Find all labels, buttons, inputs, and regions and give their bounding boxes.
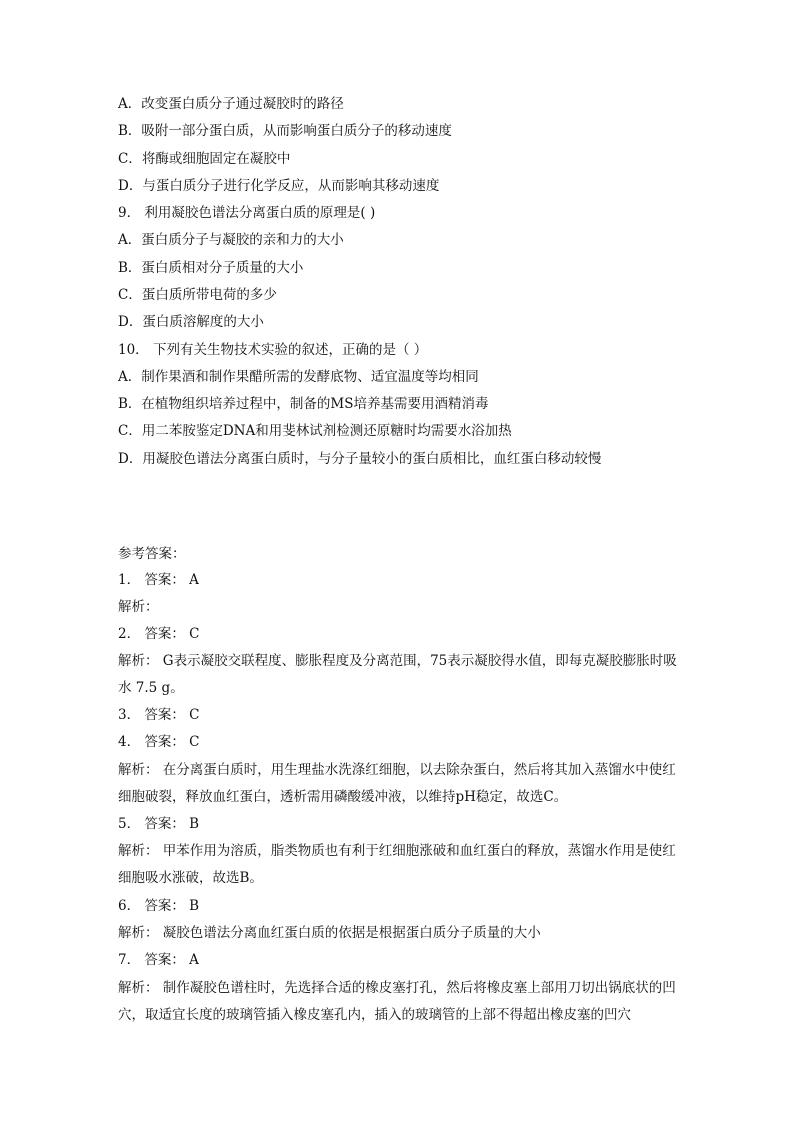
q8-option-d: D．与蛋白质分子进行化学反应，从而影响其移动速度: [118, 178, 440, 194]
answer-5: 5． 答案： B: [118, 816, 200, 832]
answer-2: 2． 答案： C: [118, 626, 200, 642]
answer-6: 6． 答案： B: [118, 898, 200, 914]
analysis-1: 解析：: [118, 599, 159, 615]
analysis-5: 解析： 甲苯作用为溶质，脂类物质也有利于红细胞涨破和血红蛋白的释放，蒸馏水作用是使红细胞吸水涨破，故选B。: [118, 843, 676, 886]
q9-stem: 9． 利用凝胶色谱法分离蛋白质的原理是( ): [118, 205, 376, 221]
q9-option-a: A．蛋白质分子与凝胶的亲和力的大小: [118, 232, 344, 248]
analysis-4: 解析： 在分离蛋白质时，用生理盐水洗涤红细胞，以去除杂蛋白，然后将其加入蒸馏水中使红细胞破裂，释放血红蛋白，透析需用磷酸缓冲液，以维持pH稳定，故选C。: [118, 762, 676, 805]
analysis-6: 解析： 凝胶色谱法分离血红蛋白质的依据是根据蛋白质分子质量的大小: [118, 925, 541, 941]
q9-option-d: D．蛋白质溶解度的大小: [118, 314, 264, 330]
q10-option-b: B．在植物组织培养过程中，制备的MS培养基需要用酒精消毒: [118, 396, 489, 412]
analysis-2: 解析： G表示凝胶交联程度、膨胀程度及分离范围，75表示凝胶得水值，即每克凝胶膨胀时吸水 7.5 g。: [118, 653, 677, 696]
q10-stem: 10． 下列有关生物技术实验的叙述，正确的是（ ）: [118, 342, 428, 358]
q10-option-a: A．制作果酒和制作果醋所需的发酵底物、适宜温度等均相同: [118, 369, 479, 385]
q10-option-d: D．用凝胶色谱法分离蛋白质时，与分子量较小的蛋白质相比，血红蛋白移动较慢: [118, 451, 602, 467]
answer-1: 1． 答案： A: [118, 572, 199, 588]
q9-option-c: C．蛋白质所带电荷的多少: [118, 287, 277, 303]
q9-option-b: B．蛋白质相对分子质量的大小: [118, 260, 304, 276]
answer-4: 4． 答案： C: [118, 734, 200, 750]
answers-heading: 参考答案：: [118, 546, 186, 562]
q10-option-c: C．用二苯胺鉴定DNA和用斐林试剂检测还原糖时均需要水浴加热: [118, 423, 512, 439]
q8-option-a: A．改变蛋白质分子通过凝胶时的路径: [118, 96, 344, 112]
q8-option-c: C．将酶或细胞固定在凝胶中: [118, 151, 291, 167]
answer-3: 3． 答案： C: [118, 707, 200, 723]
analysis-7: 解析： 制作凝胶色谱柱时，先选择合适的橡皮塞打孔，然后将橡皮塞上部用刀切出锅底状的凹穴，取适宜长度的玻璃管插入橡皮塞孔内，插入的玻璃管的上部不得超出橡皮塞的凹穴: [118, 980, 676, 1023]
q8-option-b: B．吸附一部分蛋白质，从而影响蛋白质分子的移动速度: [118, 123, 452, 139]
answer-7: 7． 答案： A: [118, 952, 199, 968]
